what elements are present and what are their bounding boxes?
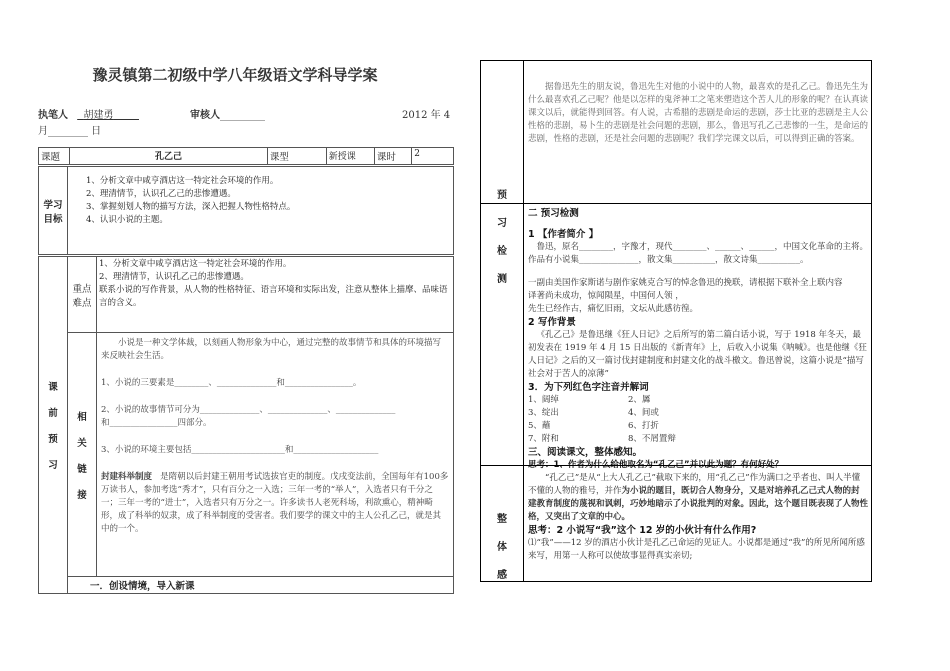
- date-text: 2012 年 4: [402, 110, 451, 121]
- author-name: 胡建勇: [83, 110, 114, 121]
- link-question-3: 3、小说的环境主要包括______________________和____________________: [101, 445, 379, 455]
- document-title: 豫灵镇第二初级中学八年级语文学科导学案: [92, 66, 378, 84]
- vocab-item: 8、不屑置辩: [628, 434, 676, 444]
- vocab-item: 7、附和: [528, 434, 559, 444]
- vocab-item: 3、绽出: [528, 408, 559, 418]
- vocab-item: 5、蘸: [528, 421, 551, 431]
- goal-item: 4、认识小说的主题。: [86, 215, 168, 225]
- think-answer-1: “孔乙己”是从“上大人孔乙己”截取下来的，用“孔乙己”作为满口之乎者也、叫人半懂不懂的人物的雅号，并作为小说的题目，既切合人物身分，又是对培养孔乙己式人物的封建教育制度的蔑视和讽刺，巧妙地暗示了小说批判的对象。因此，这个题目既表现了人物性格，又突出了文章的中心。: [528, 473, 869, 522]
- link-question-1: 1、小说的三要素是________、______________和________________。: [101, 378, 362, 388]
- couplet-question: 一副由美国作家斯诺与剧作家姚克合写的悼念鲁迅的挽联，请根据下联补全上联内容: [528, 278, 843, 288]
- right-content: [523, 61, 872, 581]
- hours-label: 课时: [374, 148, 411, 165]
- novel-intro: 小说是一种文学体裁，以刻画人物形象为中心，通过完整的故事情节和具体的环境描写来反映社会生活。: [101, 338, 442, 361]
- goal-item: 1、分析文章中咸亨酒店这一特定社会环境的作用。: [86, 176, 279, 186]
- key-label: 重点难点: [68, 257, 97, 333]
- vocab-item: 6、打折: [628, 421, 659, 431]
- author-line: [38, 106, 139, 121]
- couplet-line-2: 先生已经作古，痛忆旧雨，文坛从此感彷徨。: [528, 304, 699, 314]
- preview-table: [38, 256, 454, 594]
- goal-item: 3、掌握刻划人物的描写方法，深入把握人物性格特点。: [86, 202, 296, 212]
- date-line2: 月________ 日: [38, 126, 102, 137]
- vocab-item: 1、阔绰: [528, 395, 559, 405]
- related-links: [97, 333, 454, 577]
- row-divider: [481, 203, 871, 204]
- preview-side: 课 前 预 习: [39, 257, 68, 594]
- keju-paragraph: 封建科举制度 是隋朝以后封建王朝用考试选拔官吏的制度。戊戌变法前，全国每年有100多万读书人，参加考选“秀才”，只有百分之一入选；三年一考的“举人”，入选者只有千分之一；三年一考的“进士”，入选者只有万分之一。许多读书人老死科场，利欲熏心，精神畸形，成了科举的奴隶，成了科举制度的受害者。我们要学的课文中的主人公孔乙己，就是其中的一个。: [101, 472, 449, 534]
- topic-value: 孔乙己: [70, 148, 268, 165]
- goal-item: 2、理清情节，认识孔乙己的悲惨遭遇。: [86, 189, 236, 199]
- vocab-item: 2、羼: [628, 395, 651, 405]
- key-points: 1、分析文章中咸亨酒店这一特定社会环境的作用。 2、理清情节，认识孔乙己的悲惨遭遇。 联系小说的写作背景，从人物的性格特征、语言环境和实际出发，注意从整体上描摩、品味语言的含义。: [97, 257, 454, 333]
- preview-section: [528, 207, 868, 563]
- reviewer-line: 审核人_________: [190, 110, 265, 121]
- type-value: 新授课: [326, 148, 374, 165]
- vocab-heading: 3．为下列红色字注音并解词: [528, 382, 649, 393]
- think-question-2: 思考：2 小说写“我”这个 12 岁的小伙计有什么作用?: [528, 525, 757, 536]
- right-sidebar: [481, 61, 523, 581]
- hours-value: 2: [412, 148, 454, 165]
- author-heading: 1 【作者简介 】: [528, 229, 599, 240]
- couplet-line-1: 译著尚未成功，惊闻陨星，中国何人领 ，: [528, 291, 684, 301]
- background-text: 《孔乙己》是鲁迅继《狂人日记》之后所写的第二篇白话小说，写于 1918 年冬天，最初发表在 1919 年 4 月 15 日出版的《新青年》上，后收入小说集《呐喊》。也是他继《狂人日记》之后的又一篇讨伐封建制度和封建文化的战斗檄文。鲁迅曾说，这篇小说是“描写社会对于苦人的凉薄”: [528, 330, 867, 379]
- overall-side: 整 体 感: [497, 514, 507, 581]
- goals-label: 学习目标: [39, 167, 68, 255]
- reviewer-label: 审核人: [190, 110, 220, 121]
- lesson-table: [38, 147, 454, 165]
- goals-table: [38, 166, 454, 255]
- author-question: 鲁迅，原名________，字豫才，现代________、______、______，中国文化革命的主将。作品有小说集______________，散文集__________，散文诗集__________。: [528, 242, 869, 265]
- author-label: 执笔人: [38, 110, 68, 121]
- think-question-1: 思考：1、作者为什么给他取名为“孔乙己”并以此为题？有何好处？: [528, 460, 784, 470]
- link-side: 相 关 链 接: [68, 333, 97, 577]
- vocab-list: [528, 394, 868, 446]
- section-three-heading: 三、阅读课文，整体感知。: [528, 447, 643, 458]
- think-answer-2: ⑴“我”——12 岁的酒店小伙计是孔乙己命运的见证人。小说都是通过“我”的所见所闻所感来写，用第一人称可以使故事显得真实亲切;: [528, 538, 865, 561]
- preview-test-side: 预 习 检 测: [497, 190, 507, 285]
- row-divider: [481, 465, 871, 466]
- vocab-item: 4、间或: [628, 408, 659, 418]
- background-heading: 2 写作背景: [528, 317, 576, 328]
- right-page: [480, 60, 872, 582]
- section-two-heading: 二 预习检测: [528, 208, 579, 219]
- topic-label: 课题: [39, 148, 70, 165]
- section-one-heading: 一．创设情境，导入新课: [68, 577, 454, 594]
- link-question-2b: 和________________四部分。: [101, 418, 212, 428]
- goals-list: [68, 167, 454, 255]
- link-question-2a: 2、小说的故事情节可分为______________、______________、______________: [101, 405, 396, 415]
- left-page: [0, 0, 470, 671]
- intro-paragraph: 据鲁迅先生的朋友说，鲁迅先生对他的小说中的人物，最喜欢的是孔乙己。鲁迅先生为什么最喜欢孔乙己呢？他是以怎样的鬼斧神工之笔来塑造这个苦人儿的形象的呢？在认真读课文以后，就能得到回答。有人说，古希腊的悲剧是命运的悲剧，莎士比亚的悲剧是主人公性格的悲剧，易卜生的悲剧是社会问题的悲剧，那么，鲁迅写孔乙己悲惨的一生，是命运的悲剧，性格的悲剧，还是社会问题的悲剧呢？我们学完课文以后，可以得到正确的答案。: [528, 82, 869, 144]
- type-label: 课型: [267, 148, 326, 165]
